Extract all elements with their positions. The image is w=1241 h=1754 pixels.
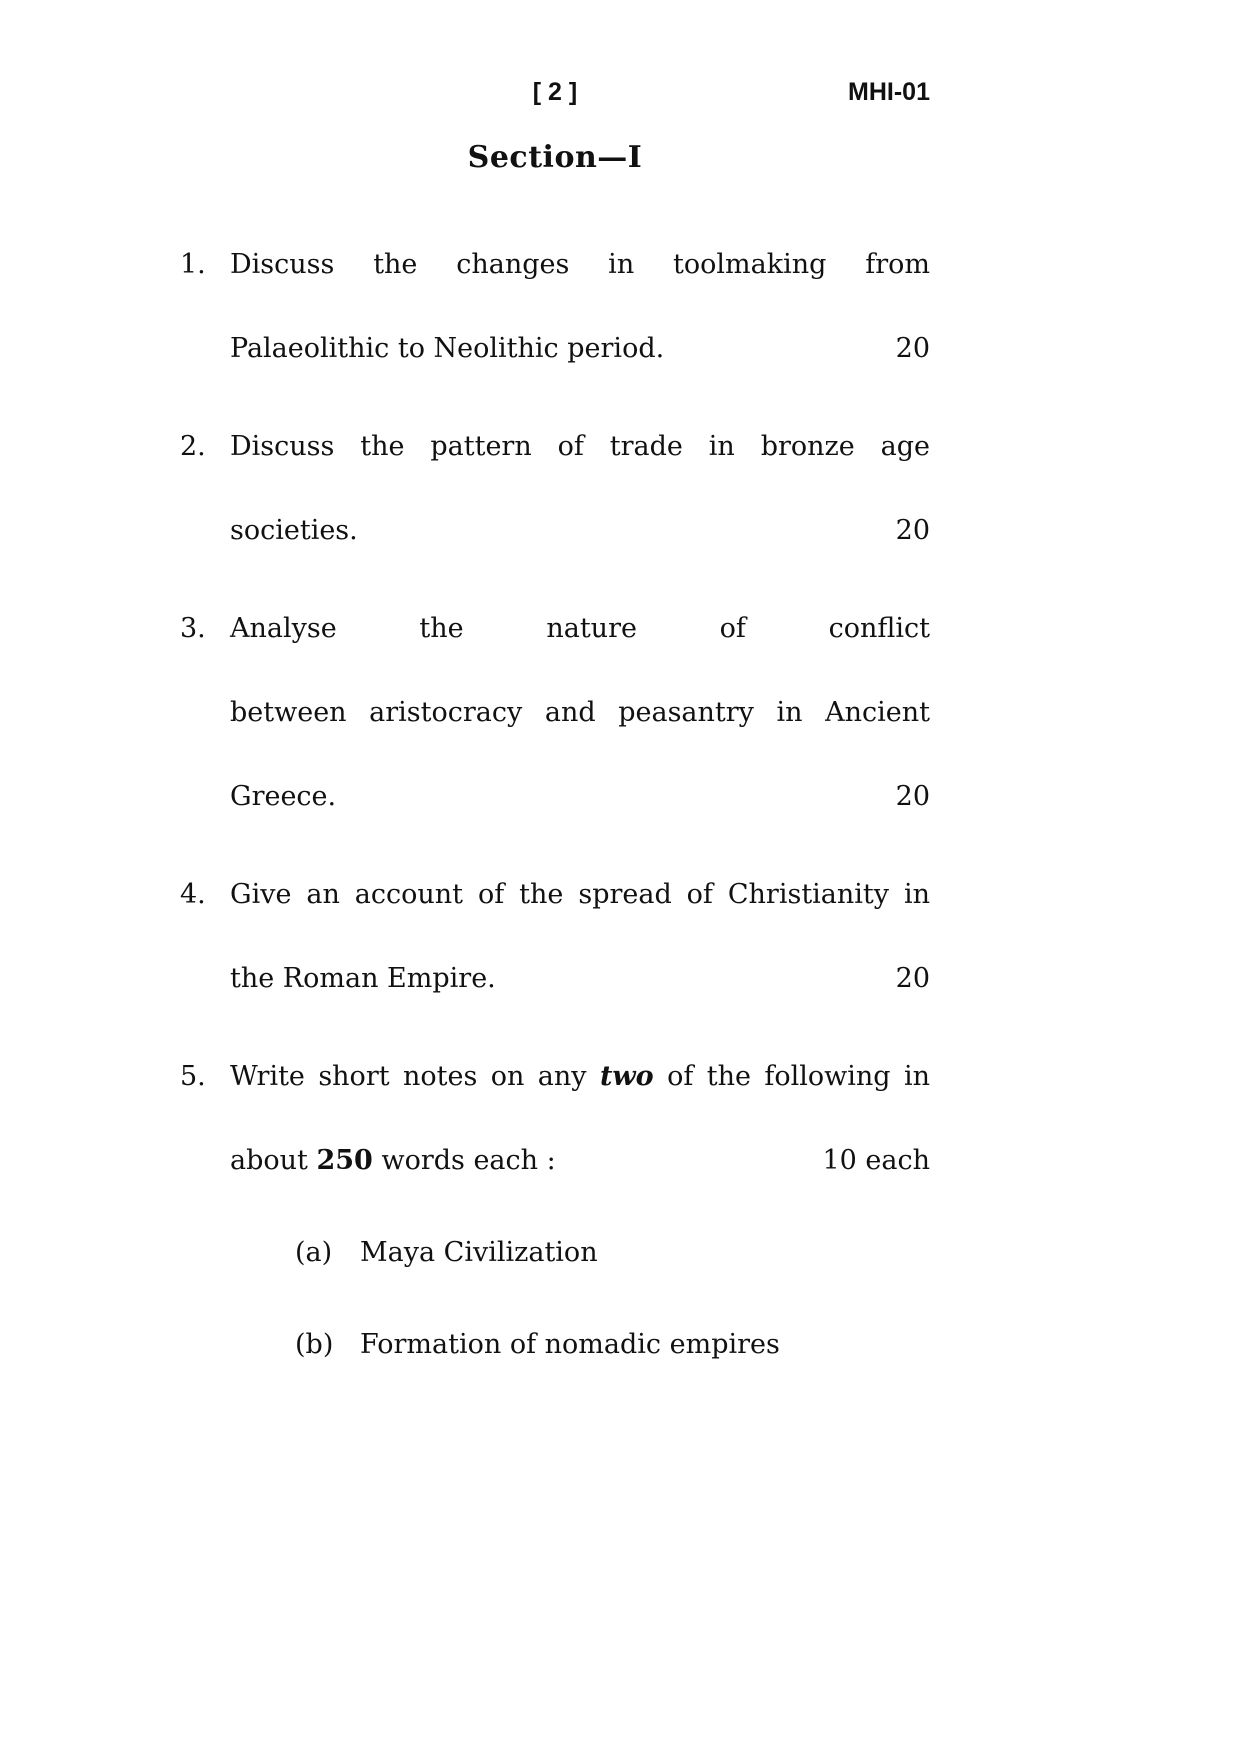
question-body [230, 1035, 930, 1387]
marks: 20 [895, 781, 930, 812]
question-5 [180, 1035, 930, 1387]
question-line: Analyse the nature of conflict [230, 613, 930, 644]
question-line [230, 1035, 930, 1119]
question-1 [180, 223, 930, 391]
marks: 20 [895, 333, 930, 364]
question-number: 2. [180, 431, 206, 462]
question-line [230, 755, 930, 839]
marks: 20 [895, 963, 930, 994]
question-number: 1. [180, 249, 206, 280]
question-body [230, 853, 930, 1021]
question-line-text: Greece. [230, 781, 337, 812]
marks: 20 [895, 515, 930, 546]
question-line-text: societies. [230, 515, 358, 546]
question-line [230, 489, 930, 573]
question-line-text: of the following in [667, 1061, 930, 1092]
question-line: Discuss the changes in toolmaking from [230, 249, 930, 280]
question-number: 5. [180, 1061, 206, 1092]
question-body [230, 223, 930, 391]
question-line [230, 1119, 930, 1203]
question-body [230, 587, 930, 839]
subitem-text: Formation of nomadic empires [360, 1329, 780, 1360]
question-number: 4. [180, 879, 206, 910]
bold-word: 250 [316, 1145, 373, 1176]
emphasized-word: two [599, 1061, 654, 1092]
question-line [230, 937, 930, 1021]
page-number: [ 2 ] [532, 78, 578, 106]
marks: 10 each [822, 1145, 930, 1176]
question-line: between aristocracy and peasantry in Ancient [230, 697, 930, 728]
subitem-label: (b) [295, 1329, 334, 1360]
question-line-text: the Roman Empire. [230, 963, 496, 994]
paper-code: MHI-01 [848, 78, 930, 106]
subitem-b [295, 1303, 930, 1387]
question-body [230, 405, 930, 573]
section-title: Section—I [467, 140, 643, 175]
question-number: 3. [180, 613, 206, 644]
question-line: Give an account of the spread of Christianity in [230, 879, 930, 910]
subitem-a [295, 1211, 930, 1295]
subitem-text: Maya Civilization [360, 1237, 598, 1268]
subitem-label: (a) [295, 1237, 333, 1268]
question-line-text: Write short notes on any [230, 1061, 587, 1092]
question-2 [180, 405, 930, 573]
question-line-text: about 250 words each : [230, 1145, 556, 1176]
question-line: Discuss the pattern of trade in bronze age [230, 431, 930, 462]
page-header [180, 78, 930, 118]
question-3 [180, 587, 930, 839]
question-line [230, 307, 930, 391]
question-4 [180, 853, 930, 1021]
question-line-text: Palaeolithic to Neolithic period. [230, 333, 665, 364]
